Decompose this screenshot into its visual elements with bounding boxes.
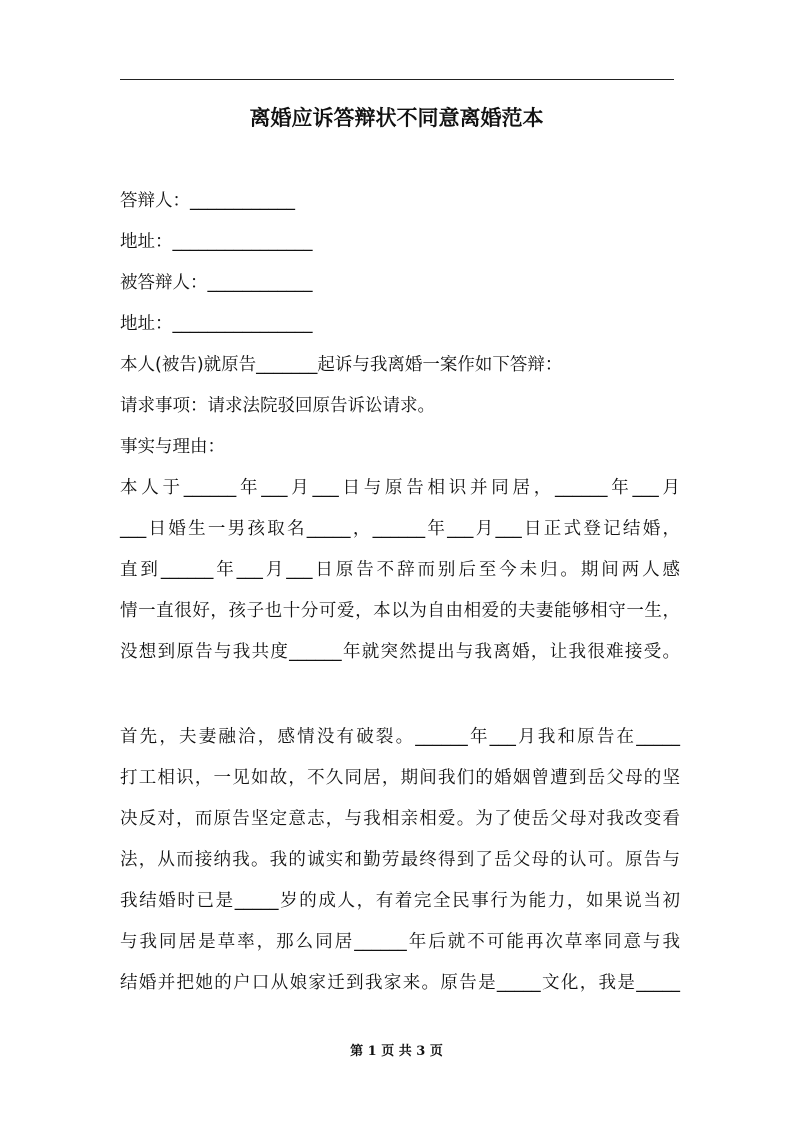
facts-heading: 事实与理由： bbox=[120, 437, 225, 457]
paragraph-line: ___日婚生一男孩取名_____，______年___月___日正式登记结婚， bbox=[120, 519, 680, 539]
paragraph-spacer bbox=[120, 675, 680, 719]
paragraph-line: 本人于______年___月___日与原告相识并同居，______年___月 bbox=[120, 478, 680, 498]
paragraph-line: 结婚并把她的户口从娘家迁到我家来。原告是_____文化，我是_____ bbox=[120, 973, 680, 993]
respondent-address-line: 地址：________________ bbox=[120, 232, 313, 252]
request-line: 请求事项：请求法院驳回原告诉讼请求。 bbox=[120, 396, 435, 416]
document-body bbox=[120, 183, 680, 1006]
page-number: 第 1 页 共 3 页 bbox=[350, 1044, 443, 1059]
paragraph-line: 我结婚时已是_____岁的成人，有着完全民事行为能力，如果说当初 bbox=[120, 891, 680, 911]
plaintiff-line: 被答辩人：____________ bbox=[120, 273, 313, 293]
paragraph-line: 与我同居是草率，那么同居______年后就不可能再次草率同意与我 bbox=[120, 932, 680, 952]
document-title: 离婚应诉答辩状不同意离婚范本 bbox=[249, 106, 544, 130]
header-rule bbox=[120, 79, 674, 80]
paragraph-line: 直到______年___月___日原告不辞而别后至今未归。期间两人感 bbox=[120, 560, 680, 580]
paragraph-line: 没想到原告与我共度______年就突然提出与我离婚，让我很难接受。 bbox=[120, 642, 680, 662]
plaintiff-address-line: 地址：________________ bbox=[120, 314, 313, 334]
paragraph-line: 打工相识，一见如故，不久同居，期间我们的婚姻曾遭到岳父母的坚 bbox=[120, 768, 680, 788]
statement-intro-line: 本人(被告)就原告_______起诉与我离婚一案作如下答辩： bbox=[120, 355, 563, 375]
paragraph-line: 情一直很好，孩子也十分可爱，本以为自由相爱的夫妻能够相守一生， bbox=[120, 601, 680, 621]
paragraph-line: 首先，夫妻融洽，感情没有破裂。______年___月我和原告在_____ bbox=[120, 727, 680, 747]
respondent-line: 答辩人：____________ bbox=[120, 191, 295, 211]
paragraph-line: 决反对，而原告坚定意志，与我相亲相爱。为了使岳父母对我改变看 bbox=[120, 809, 680, 829]
paragraph-line: 法，从而接纳我。我的诚实和勤劳最终得到了岳父母的认可。原告与 bbox=[120, 850, 680, 870]
